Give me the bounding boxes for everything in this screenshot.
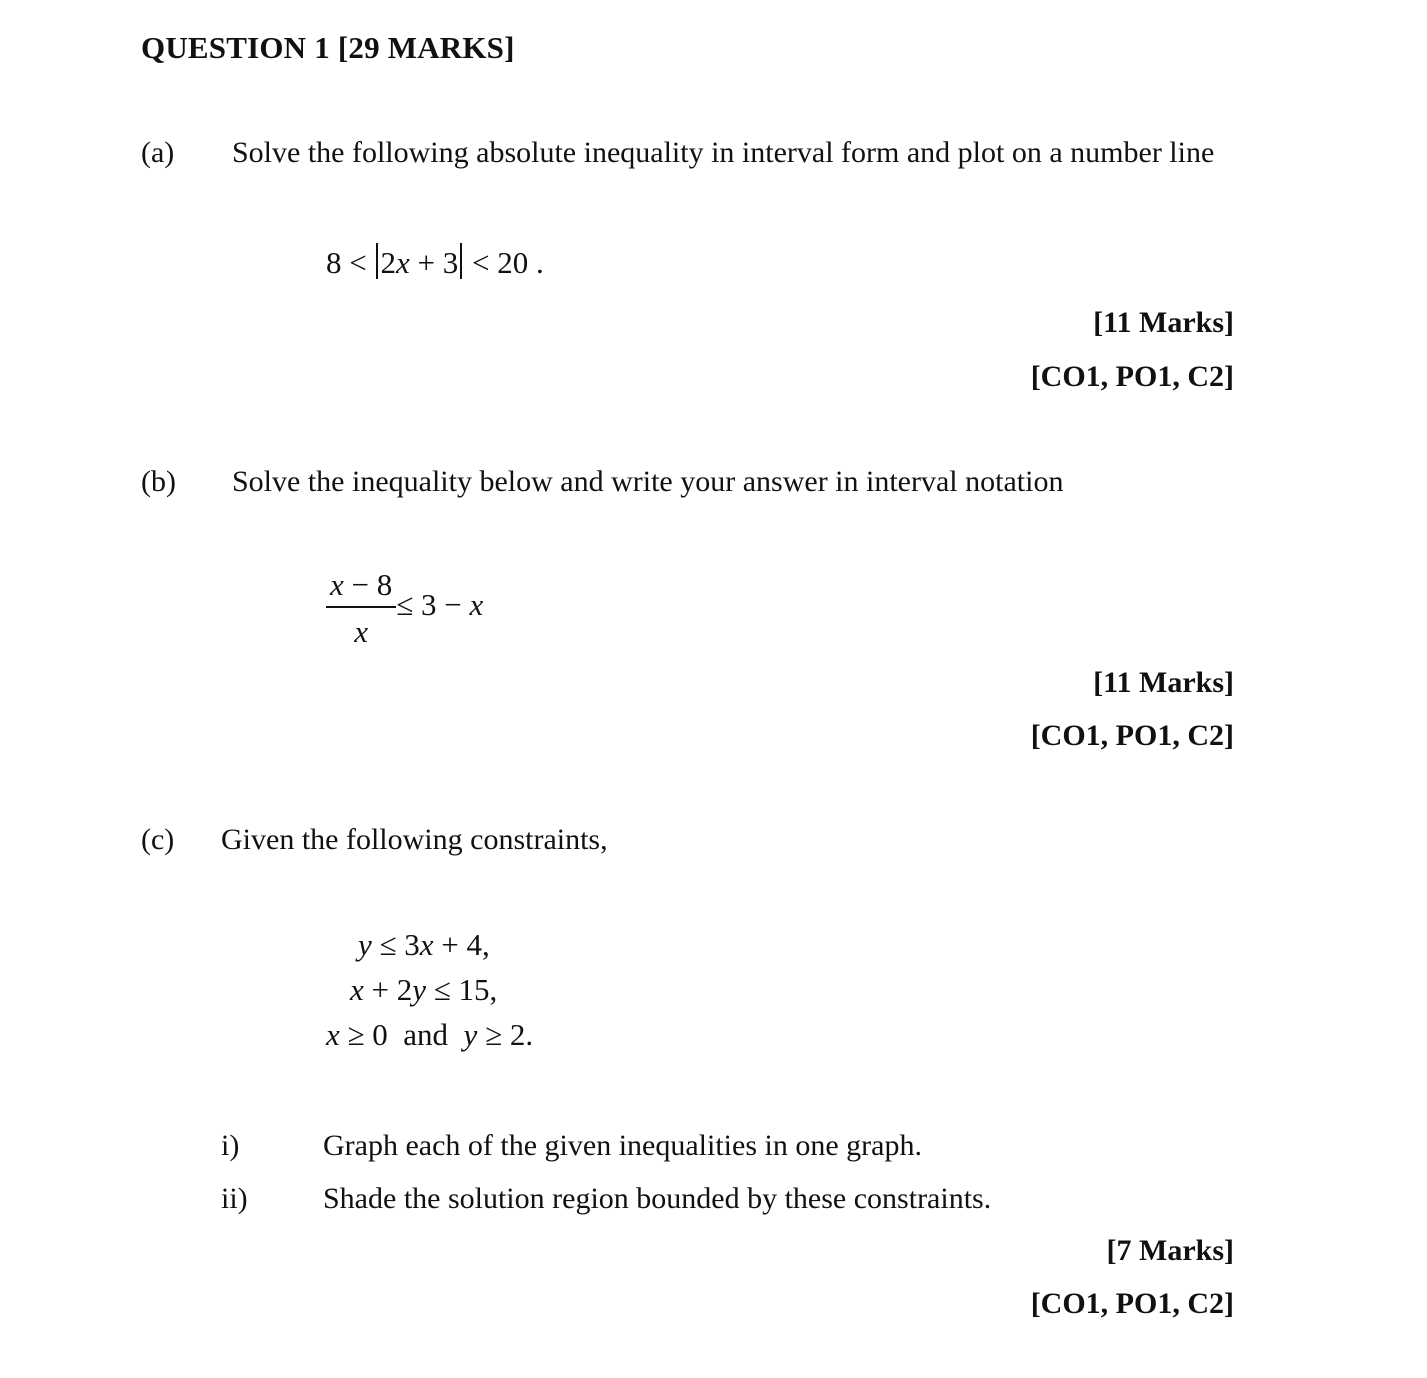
part-c-marks: [7 Marks] xyxy=(1106,1234,1234,1267)
c3-var-y: y xyxy=(463,1017,478,1052)
constraint-1 xyxy=(358,927,490,963)
part-a-outcomes: [CO1, PO1, C2] xyxy=(1030,360,1234,393)
part-b-outcomes: [CO1, PO1, C2] xyxy=(1030,719,1234,752)
part-a-text: Solve the following absolute inequality in interval form and plot on a number line xyxy=(232,136,1215,169)
c1-end: + 4, xyxy=(433,927,490,962)
expr-inner-rest: + 3 xyxy=(409,245,459,280)
part-a-expression xyxy=(326,243,544,281)
sub-item-ii-label: ii) xyxy=(221,1182,248,1215)
sub-item-i-text: Graph each of the given inequalities in one graph. xyxy=(323,1129,922,1162)
den-var: x xyxy=(354,614,368,649)
c2-end: ≤ 15, xyxy=(426,972,498,1007)
c1-var-y: y xyxy=(358,927,372,962)
expr-right: < 20 . xyxy=(471,245,544,280)
expr-inner-coef: 2 xyxy=(380,245,396,280)
part-a-label: (a) xyxy=(141,136,175,169)
part-b-marks: [11 Marks] xyxy=(1093,666,1234,699)
abs-bar-left xyxy=(376,243,378,279)
sub-item-i-label: i) xyxy=(221,1129,240,1162)
num-rest: − 8 xyxy=(343,567,393,602)
fraction-denominator xyxy=(326,608,396,647)
part-a-marks: [11 Marks] xyxy=(1093,306,1234,339)
c1-rest: ≤ 3 xyxy=(371,927,420,962)
fraction-numerator xyxy=(326,569,396,608)
rhs-var: x xyxy=(469,587,484,623)
fraction xyxy=(326,569,396,647)
sub-item-ii-text: Shade the solution region bounded by these constraints. xyxy=(323,1182,992,1215)
question-title: QUESTION 1 [29 MARKS] xyxy=(141,30,515,65)
num-var: x xyxy=(330,567,344,602)
c3-var-x: x xyxy=(326,1017,340,1052)
constraint-3 xyxy=(326,1017,533,1053)
constraint-2 xyxy=(350,972,497,1008)
expr-left: 8 < xyxy=(326,245,367,280)
rhs-op: ≤ 3 − xyxy=(396,587,470,623)
part-c-text: Given the following constraints, xyxy=(221,823,608,856)
part-b-expression xyxy=(326,569,483,647)
c3-mid: ≥ 0 and xyxy=(339,1017,464,1052)
c2-var-y: y xyxy=(412,972,427,1007)
part-c-label: (c) xyxy=(141,823,175,856)
expr-inner-var: x xyxy=(395,245,410,280)
c2-var-x: x xyxy=(350,972,364,1007)
c3-end: ≥ 2. xyxy=(477,1017,534,1052)
part-b-text: Solve the inequality below and write your answer in interval notation xyxy=(232,465,1064,498)
part-b-label: (b) xyxy=(141,465,176,498)
abs-bar-right xyxy=(460,243,462,279)
part-c-outcomes: [CO1, PO1, C2] xyxy=(1030,1287,1234,1320)
c2-mid: + 2 xyxy=(363,972,413,1007)
c1-var-x: x xyxy=(419,927,434,962)
